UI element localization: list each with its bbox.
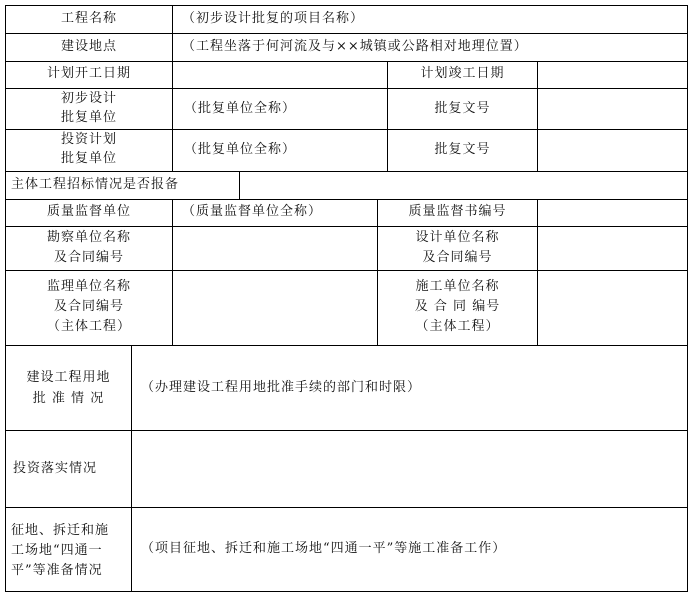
investment-approval-doc-label: 批复文号 [434,142,491,157]
bidding-label: 主体工程招标情况是否报备 [11,177,180,192]
design-approval-label-line2: 批复单位 [60,110,117,125]
funding-label: 投资落实情况 [13,461,98,476]
col-line [537,199,538,345]
site-prep-label-line1: 征地、拆迁和施 [11,523,110,538]
col-line [687,5,688,592]
construction-label-line1: 施工单位名称 [415,279,500,294]
quality-unit-hint: （质量监督单位全称） [182,204,323,219]
end-date-field[interactable] [538,62,687,88]
row-line [5,226,688,227]
row-line [5,5,688,6]
design-unit-label-line2: 及合同编号 [422,250,493,265]
site-prep-label-line3: 平”等准备情况 [11,563,103,578]
quality-doc-label: 质量监督书编号 [408,204,507,219]
land-approval-label-line2: 批 准 情 况 [32,391,105,406]
construction-label-line3: （主体工程） [415,319,500,334]
site-prep-label-line2: 工场地“四通一 [11,543,103,558]
supervision-label-line2: 及合同编号 [53,299,124,314]
start-date-field[interactable] [173,62,387,88]
site-hint: （工程坐落于何河流及与××城镇或公路相对地理位置） [182,39,528,54]
design-approval-label-line1: 初步设计 [60,91,117,106]
row-line [5,270,688,271]
col-line [172,199,173,345]
investment-approval-label-line2: 批复单位 [60,151,117,166]
col-line [172,5,173,171]
row-line [5,345,688,346]
design-unit-label-line1: 设计单位名称 [415,230,500,245]
design-approval-doc-label: 批复文号 [434,101,491,116]
row-line [5,591,688,592]
land-approval-label-line1: 建设工程用地 [26,370,111,385]
site-label: 建设地点 [60,39,117,54]
survey-label-line2: 及合同编号 [53,250,124,265]
row-line [5,33,688,34]
row-line [5,507,688,508]
investment-approval-hint: （批复单位全称） [184,142,297,157]
row-line [5,199,688,200]
investment-approval-label-line1: 投资计划 [60,132,117,147]
land-approval-hint: （办理建设工程用地批准手续的部门和时限） [141,380,422,395]
supervision-label-line1: 监理单位名称 [46,279,131,294]
start-date-label: 计划开工日期 [46,66,131,81]
project-name-hint: （初步设计批复的项目名称） [182,11,365,26]
end-date-label: 计划竣工日期 [420,66,505,81]
quality-unit-label: 质量监督单位 [46,204,131,219]
project-name-label: 工程名称 [60,11,117,26]
survey-label-line1: 勘察单位名称 [46,230,131,245]
construction-label-line2: 及 合 同 编号 [414,299,501,314]
site-prep-hint: （项目征地、拆迁和施工场地“四通一平”等施工准备工作） [141,541,507,556]
supervision-label-line3: （主体工程） [46,319,131,334]
design-approval-hint: （批复单位全称） [184,101,297,116]
funding-field[interactable] [132,431,687,507]
bidding-field[interactable] [240,172,687,199]
